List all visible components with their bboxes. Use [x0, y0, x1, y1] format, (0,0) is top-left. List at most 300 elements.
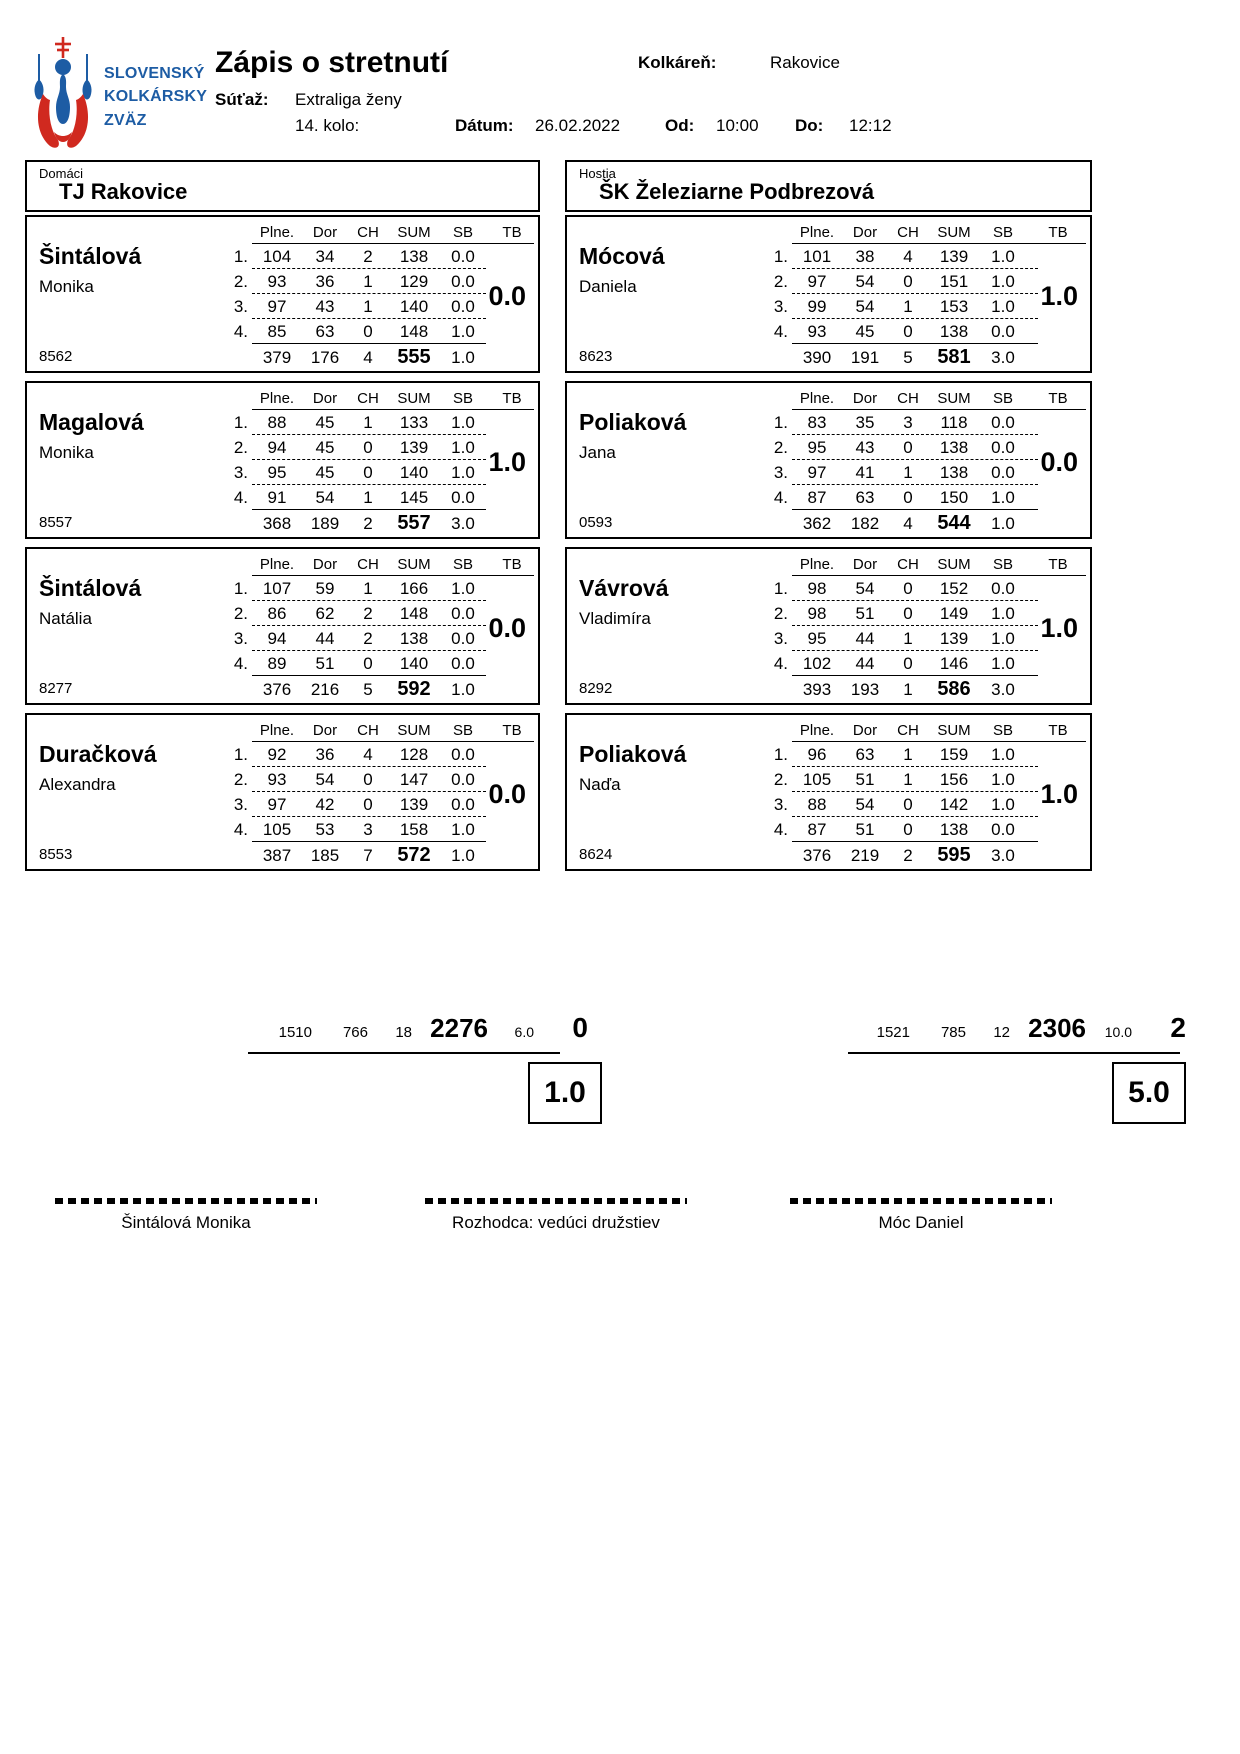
row-number: 1. [233, 744, 248, 764]
sb-value: 0.0 [451, 653, 475, 673]
player-info [27, 549, 222, 703]
row-number: 2. [233, 437, 248, 457]
home-total-tb: 0 [572, 1012, 588, 1043]
total-sum: 557 [397, 512, 431, 534]
sb-value: 1.0 [451, 412, 475, 432]
sum-value: 138 [939, 321, 969, 341]
player-firstname: Jana [579, 443, 616, 462]
page-title: Zápis o stretnutí [215, 46, 449, 79]
sum-value: 149 [939, 603, 969, 623]
sum-value: 158 [399, 819, 429, 839]
sum-value: 159 [939, 744, 969, 764]
sum-value: 147 [399, 769, 429, 789]
sb-value: 1.0 [991, 628, 1015, 648]
plne-value: 97 [807, 462, 827, 482]
competition-value: Extraliga ženy [295, 90, 402, 109]
total-ch: 2 [363, 513, 373, 533]
dor-value: 54 [315, 769, 335, 789]
total-sum: 595 [937, 844, 971, 866]
player-registration-number: 8277 [39, 680, 73, 697]
dor-value: 44 [855, 653, 875, 673]
col-header-plne: Plne. [799, 555, 835, 573]
sb-value: 1.0 [451, 321, 475, 341]
total-plne: 379 [262, 347, 292, 367]
col-header-plne: Plne. [259, 555, 295, 573]
score-total-row [762, 344, 1090, 371]
total-ch: 1 [903, 679, 913, 699]
set-points-value: 0.0 [488, 612, 526, 643]
ch-value: 0 [363, 437, 373, 457]
sum-value: 129 [399, 271, 429, 291]
score-row-4 [762, 319, 1090, 344]
col-header-dor: Dor [312, 389, 338, 407]
dor-value: 54 [855, 271, 875, 291]
sb-value: 0.0 [451, 246, 475, 266]
col-header-plne: Plne. [799, 223, 835, 241]
away-team-score-box: 5.0 [1112, 1062, 1186, 1124]
home-player-blocks [25, 215, 540, 879]
player-block [25, 381, 540, 539]
dor-value: 43 [315, 296, 335, 316]
row-number: 4. [773, 653, 788, 673]
plne-value: 102 [802, 653, 832, 673]
plne-value: 94 [267, 628, 287, 648]
col-header-ch: CH [357, 555, 379, 573]
col-header-sum: SUM [937, 223, 971, 241]
home-total-sum: 2276 [430, 1013, 488, 1043]
plne-value: 85 [267, 321, 287, 341]
plne-value: 105 [262, 819, 292, 839]
player-surname: Mócová [579, 243, 665, 269]
sum-value: 146 [939, 653, 969, 673]
col-header-plne: Plne. [259, 721, 295, 739]
plne-value: 91 [267, 487, 287, 507]
sb-value: 1.0 [991, 487, 1015, 507]
row-number: 2. [773, 603, 788, 623]
sb-value: 0.0 [451, 628, 475, 648]
row-number: 3. [233, 628, 248, 648]
sb-value: 0.0 [991, 412, 1015, 432]
total-ch: 4 [363, 347, 373, 367]
set-points-value: 0.0 [488, 280, 526, 311]
total-ch: 7 [363, 845, 373, 865]
dor-value: 36 [315, 271, 335, 291]
dor-value: 53 [315, 819, 335, 839]
score-table-header-row [222, 220, 538, 244]
sb-value: 0.0 [451, 769, 475, 789]
score-total-row [762, 676, 1090, 703]
bowling-pins-icon [30, 36, 96, 158]
set-points-value: 1.0 [1040, 612, 1078, 643]
score-table-header-row [762, 386, 1090, 410]
total-dor: 219 [850, 845, 880, 865]
away-total-sum: 2306 [1028, 1013, 1086, 1043]
dor-value: 51 [855, 603, 875, 623]
sb-value: 0.0 [451, 271, 475, 291]
row-number: 3. [773, 628, 788, 648]
col-header-sum: SUM [397, 223, 431, 241]
player-registration-number: 8623 [579, 348, 613, 365]
signature-name: Móc Daniel [878, 1213, 964, 1232]
total-plne: 362 [802, 513, 832, 533]
player-firstname: Naďa [579, 775, 621, 794]
col-header-sum: SUM [397, 555, 431, 573]
col-header-ch: CH [897, 555, 919, 573]
score-total-row [222, 344, 538, 371]
player-registration-number: 8553 [39, 846, 73, 863]
plne-value: 94 [267, 437, 287, 457]
home-team-role: Domáci [39, 166, 84, 181]
sb-value: 0.0 [451, 744, 475, 764]
sum-value: 133 [399, 412, 429, 432]
col-header-sum: SUM [937, 721, 971, 739]
sum-value: 118 [940, 412, 968, 432]
row-number: 3. [233, 462, 248, 482]
set-points-value: 0.0 [1040, 446, 1078, 477]
player-surname: Duračková [39, 741, 157, 767]
col-header-sb: SB [992, 721, 1013, 739]
ch-value: 0 [903, 819, 913, 839]
dor-value: 51 [855, 819, 875, 839]
total-sb: 3.0 [991, 679, 1015, 699]
ch-value: 1 [363, 412, 373, 432]
sum-value: 142 [939, 794, 969, 814]
row-number: 1. [233, 412, 248, 432]
ch-value: 0 [903, 794, 913, 814]
row-number: 2. [233, 603, 248, 623]
total-dor: 189 [310, 513, 340, 533]
col-header-tb: TB [502, 721, 522, 739]
col-header-sb: SB [992, 555, 1013, 573]
total-dor: 176 [310, 347, 340, 367]
date-value: 26.02.2022 [535, 116, 621, 135]
row-number: 1. [233, 578, 248, 598]
total-sum: 581 [937, 346, 971, 368]
home-grand-total-row [222, 1012, 588, 1044]
score-table-header-row [762, 220, 1090, 244]
total-ch: 5 [363, 679, 373, 699]
row-number: 4. [233, 321, 248, 341]
score-row-4 [222, 651, 538, 676]
total-sum: 544 [937, 512, 971, 534]
ch-value: 0 [363, 769, 373, 789]
score-total-row [762, 510, 1090, 537]
ch-value: 1 [903, 628, 913, 648]
col-header-sb: SB [992, 223, 1013, 241]
set-points-value: 1.0 [1040, 280, 1078, 311]
score-row-4 [762, 485, 1090, 510]
player-registration-number: 8557 [39, 514, 73, 531]
row-number: 1. [233, 246, 248, 266]
player-block [25, 215, 540, 373]
player-surname: Magalová [39, 409, 144, 435]
score-row-1 [762, 576, 1090, 601]
set-points-value: 1.0 [1040, 778, 1078, 809]
plne-value: 95 [267, 462, 287, 482]
set-points-value: 1.0 [488, 446, 526, 477]
col-header-dor: Dor [852, 223, 878, 241]
col-header-sb: SB [452, 223, 473, 241]
dor-value: 51 [315, 653, 335, 673]
plne-value: 97 [807, 271, 827, 291]
dor-value: 42 [315, 794, 335, 814]
player-firstname: Monika [39, 443, 94, 462]
org-line-1: SLOVENSKÝ [104, 65, 205, 83]
plne-value: 97 [267, 296, 287, 316]
away-team-name: ŠK Železiarne Podbrezová [599, 179, 875, 204]
player-info [27, 217, 222, 371]
plne-value: 98 [807, 603, 827, 623]
total-dor: 216 [310, 679, 340, 699]
row-number: 2. [233, 271, 248, 291]
sb-value: 1.0 [451, 437, 475, 457]
sum-value: 150 [939, 487, 969, 507]
away-total-sb: 10.0 [1104, 1024, 1132, 1040]
sum-value: 152 [939, 578, 969, 598]
player-surname: Poliaková [579, 409, 687, 435]
skz-logo [30, 36, 207, 158]
ch-value: 0 [363, 462, 373, 482]
plne-value: 87 [807, 819, 827, 839]
col-header-dor: Dor [312, 555, 338, 573]
date-label: Dátum: [455, 116, 514, 135]
col-header-sb: SB [452, 555, 473, 573]
sb-value: 1.0 [991, 271, 1015, 291]
total-plne: 376 [262, 679, 292, 699]
sb-value: 1.0 [991, 653, 1015, 673]
player-firstname: Monika [39, 277, 94, 296]
sb-value: 0.0 [451, 296, 475, 316]
ch-value: 3 [363, 819, 373, 839]
total-sb: 3.0 [451, 513, 475, 533]
total-ch: 5 [903, 347, 913, 367]
dor-value: 34 [315, 246, 335, 266]
player-firstname: Daniela [579, 277, 637, 296]
sum-value: 139 [939, 246, 969, 266]
away-total-tb: 2 [1170, 1012, 1186, 1043]
total-sb: 1.0 [451, 845, 475, 865]
total-plne: 368 [262, 513, 292, 533]
plne-value: 93 [807, 321, 827, 341]
dor-value: 54 [855, 578, 875, 598]
dor-value: 54 [855, 794, 875, 814]
start-time-label: Od: [665, 116, 695, 135]
row-number: 3. [773, 296, 788, 316]
plne-value: 98 [807, 578, 827, 598]
total-sb: 3.0 [991, 845, 1015, 865]
col-header-tb: TB [1048, 223, 1068, 241]
sum-value: 140 [399, 296, 429, 316]
row-number: 1. [773, 578, 788, 598]
total-sum: 592 [397, 678, 431, 700]
col-header-ch: CH [357, 721, 379, 739]
total-sb: 3.0 [991, 347, 1015, 367]
row-number: 2. [233, 769, 248, 789]
player-firstname: Natália [39, 609, 92, 628]
dor-value: 45 [315, 437, 335, 457]
ch-value: 2 [363, 628, 373, 648]
plne-value: 88 [267, 412, 287, 432]
ch-value: 0 [363, 653, 373, 673]
signature-home-captain [55, 1198, 317, 1233]
row-number: 3. [233, 794, 248, 814]
ch-value: 1 [363, 487, 373, 507]
score-table-header-row [222, 552, 538, 576]
total-dor: 185 [310, 845, 340, 865]
col-header-ch: CH [357, 223, 379, 241]
score-row-1 [222, 410, 538, 435]
score-table-header-row [762, 552, 1090, 576]
col-header-sum: SUM [937, 555, 971, 573]
row-number: 4. [233, 487, 248, 507]
home-total-rule [248, 1052, 560, 1054]
score-row-1 [762, 742, 1090, 767]
row-number: 4. [773, 487, 788, 507]
total-dor: 191 [850, 347, 880, 367]
sum-value: 128 [399, 744, 429, 764]
total-plne: 390 [802, 347, 832, 367]
home-total-sb: 6.0 [514, 1024, 534, 1040]
row-number: 3. [773, 794, 788, 814]
ch-value: 2 [363, 603, 373, 623]
dor-value: 44 [315, 628, 335, 648]
player-surname: Šintálová [39, 575, 142, 601]
col-header-tb: TB [502, 223, 522, 241]
dor-value: 44 [855, 628, 875, 648]
sb-value: 0.0 [991, 437, 1015, 457]
col-header-tb: TB [1048, 555, 1068, 573]
col-header-dor: Dor [852, 721, 878, 739]
ch-value: 4 [363, 744, 373, 764]
sb-value: 1.0 [991, 769, 1015, 789]
dor-value: 59 [315, 578, 335, 598]
signature-referee [425, 1198, 687, 1233]
col-header-tb: TB [502, 555, 522, 573]
home-total-plne: 1510 [278, 1024, 312, 1041]
plne-value: 105 [802, 769, 832, 789]
signature-line [425, 1198, 687, 1204]
dor-value: 51 [855, 769, 875, 789]
col-header-sum: SUM [937, 389, 971, 407]
signature-line [790, 1198, 1052, 1204]
plne-value: 99 [807, 296, 827, 316]
player-registration-number: 0593 [579, 514, 613, 531]
total-sum: 555 [397, 346, 431, 368]
org-line-2: KOLKÁRSKY [104, 88, 208, 106]
sum-value: 156 [939, 769, 969, 789]
score-row-4 [222, 817, 538, 842]
row-number: 4. [773, 819, 788, 839]
ch-value: 1 [903, 744, 913, 764]
sum-value: 140 [399, 653, 429, 673]
ch-value: 1 [363, 271, 373, 291]
plne-value: 104 [262, 246, 292, 266]
dor-value: 41 [855, 462, 875, 482]
score-row-1 [222, 742, 538, 767]
row-number: 3. [233, 296, 248, 316]
col-header-dor: Dor [312, 721, 338, 739]
col-header-plne: Plne. [259, 389, 295, 407]
venue-value: Rakovice [770, 53, 840, 72]
player-surname: Šintálová [39, 243, 142, 269]
total-sb: 1.0 [991, 513, 1015, 533]
sum-value: 139 [399, 437, 429, 457]
player-firstname: Alexandra [39, 775, 116, 794]
dor-value: 62 [315, 603, 335, 623]
sum-value: 138 [939, 462, 969, 482]
sb-value: 1.0 [991, 246, 1015, 266]
row-number: 4. [233, 819, 248, 839]
player-block [565, 713, 1092, 871]
signature-away-captain [790, 1198, 1052, 1233]
col-header-ch: CH [897, 223, 919, 241]
ch-value: 1 [903, 769, 913, 789]
away-grand-total-row [820, 1012, 1186, 1044]
ch-value: 3 [903, 412, 913, 432]
ch-value: 2 [363, 246, 373, 266]
total-sb: 1.0 [451, 679, 475, 699]
player-registration-number: 8624 [579, 846, 613, 863]
plne-value: 87 [807, 487, 827, 507]
total-dor: 182 [850, 513, 880, 533]
competition-label: Súťaž: [215, 90, 269, 109]
dor-value: 54 [855, 296, 875, 316]
ch-value: 0 [363, 794, 373, 814]
player-registration-number: 8292 [579, 680, 613, 697]
score-row-4 [762, 817, 1090, 842]
plne-value: 93 [267, 271, 287, 291]
score-total-row [222, 676, 538, 703]
dor-value: 63 [855, 487, 875, 507]
col-header-plne: Plne. [799, 389, 835, 407]
plne-value: 95 [807, 437, 827, 457]
player-firstname: Vladimíra [579, 609, 651, 628]
away-total-dor: 785 [940, 1024, 966, 1041]
sum-value: 166 [399, 578, 429, 598]
dor-value: 63 [855, 744, 875, 764]
signature-line [55, 1198, 317, 1204]
plne-value: 88 [807, 794, 827, 814]
total-plne: 387 [262, 845, 292, 865]
sum-value: 139 [939, 628, 969, 648]
player-info [567, 549, 762, 703]
score-row-4 [222, 485, 538, 510]
dor-value: 45 [855, 321, 875, 341]
away-team-box [565, 160, 1092, 212]
col-header-plne: Plne. [259, 223, 295, 241]
player-info [27, 715, 222, 869]
ch-value: 0 [903, 271, 913, 291]
score-total-row [222, 510, 538, 537]
ch-value: 0 [903, 653, 913, 673]
row-number: 2. [773, 271, 788, 291]
score-row-1 [222, 244, 538, 269]
sum-value: 139 [399, 794, 429, 814]
player-surname: Poliaková [579, 741, 687, 767]
end-time-value: 12:12 [849, 116, 892, 135]
row-number: 4. [233, 653, 248, 673]
col-header-sum: SUM [397, 721, 431, 739]
sum-value: 138 [399, 628, 429, 648]
start-time-value: 10:00 [716, 116, 759, 135]
sb-value: 0.0 [451, 603, 475, 623]
sb-value: 1.0 [991, 744, 1015, 764]
ch-value: 0 [903, 578, 913, 598]
row-number: 2. [773, 437, 788, 457]
player-surname: Vávrová [579, 575, 669, 601]
score-row-1 [762, 244, 1090, 269]
sb-value: 0.0 [451, 487, 475, 507]
